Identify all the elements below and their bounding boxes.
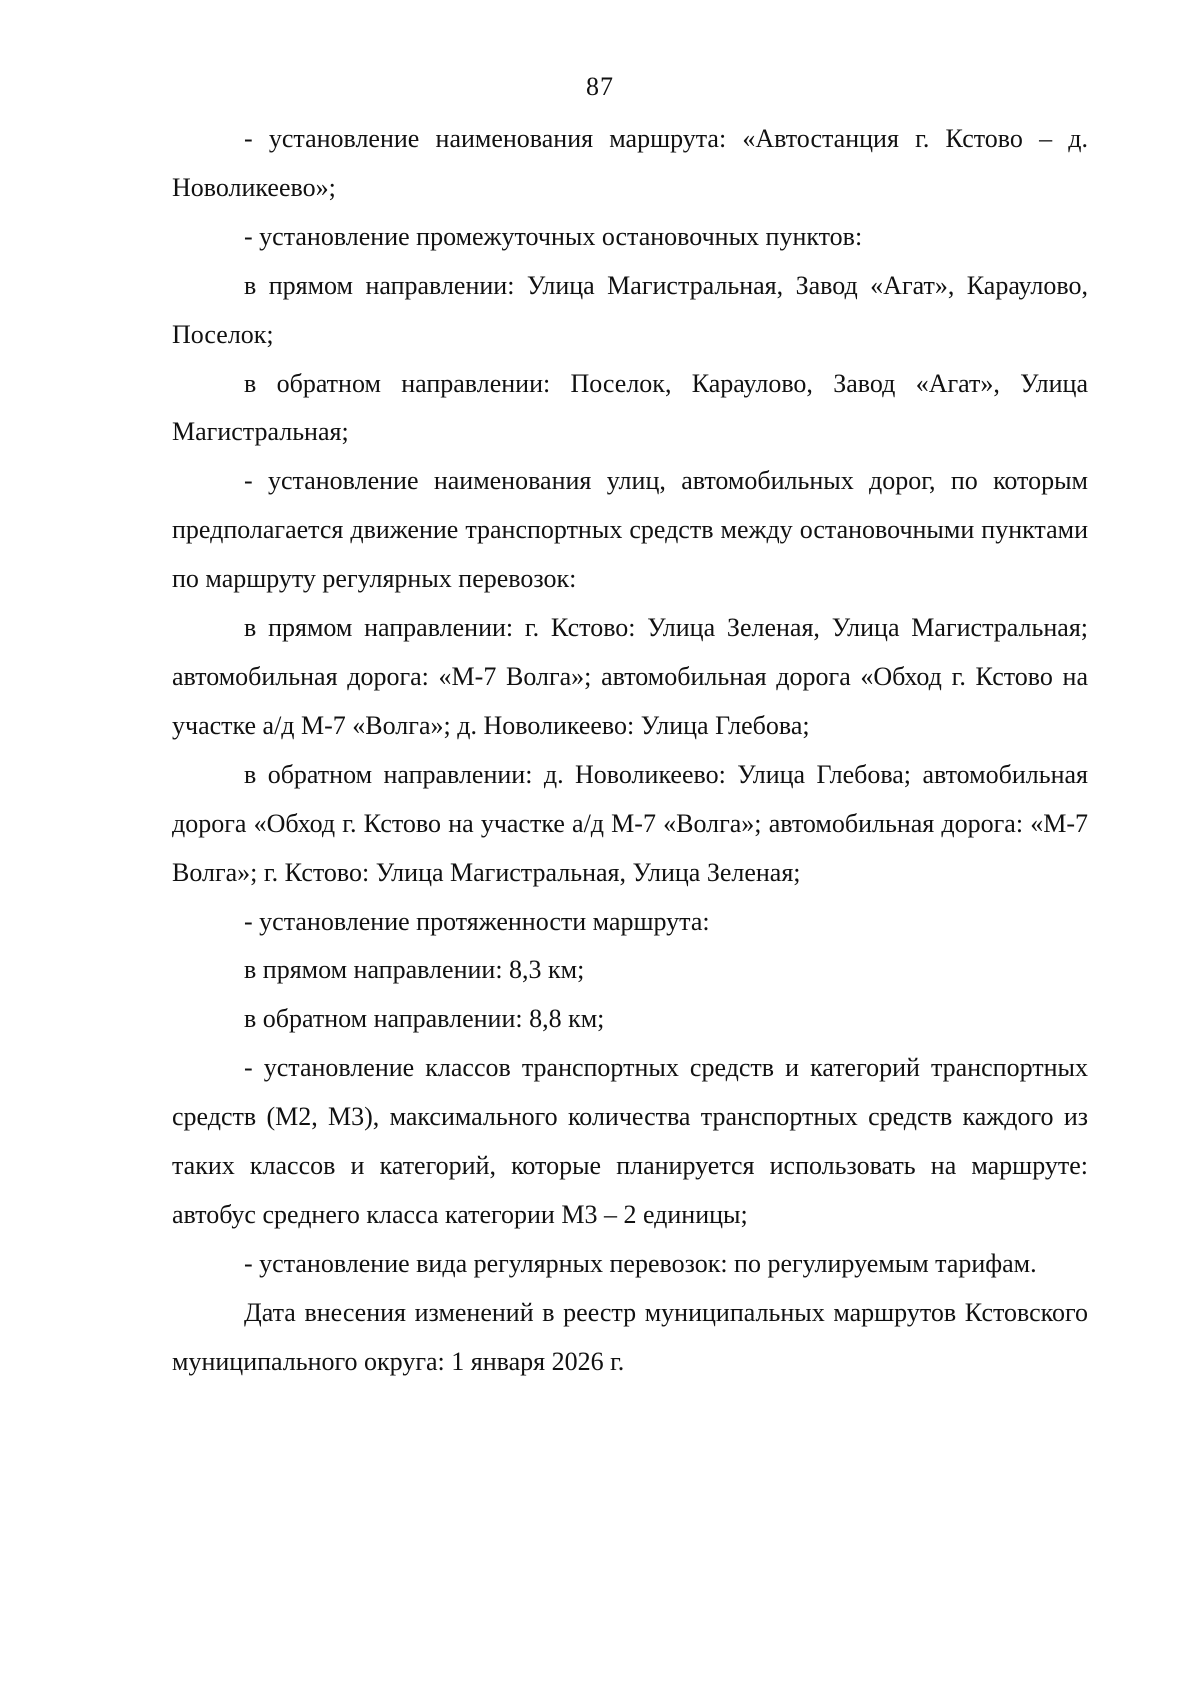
page-number: 87 <box>586 72 614 101</box>
paragraph-reverse-stops: в обратном направлении: Поселок, Караулово, Завод «Агат», Улица Магистральная; <box>172 368 1088 447</box>
paragraph-forward-stops: в прямом направлении: Улица Магистральная, Завод «Агат», Караулово, Поселок; <box>172 270 1088 349</box>
paragraph-reverse-length: в обратном направлении: 8,8 км; <box>244 1004 605 1034</box>
paragraph-transport-type: - установление вида регулярных перевозок: по регулируемым тарифам. <box>244 1248 1037 1278</box>
paragraph-vehicle-classes: - установление классов транспортных средств и категорий транспортных средств (М2, М3), максимального количества транспортных средств каждого из таких классов и категорий, которые планируется использовать на маршруте: автобус среднего класса категории М3 – 2 единицы; <box>172 1053 1088 1229</box>
paragraph-route-name: - установление наименования маршрута: «Автостанция г. Кстово – д. Новоликеево»; <box>172 124 1088 202</box>
paragraph-reverse-roads: в обратном направлении: д. Новоликеево: Улица Глебова; автомобильная дорога «Обход г. Кстово на участке а/д М-7 «Волга»; автомобильная дорога: «М-7 Волга»; г. Кстово: Улица Магистральная, Улица Зеленая; <box>172 759 1088 887</box>
paragraph-forward-length: в прямом направлении: 8,3 км; <box>244 955 585 985</box>
paragraph-forward-roads: в прямом направлении: г. Кстово: Улица Зеленая, Улица Магистральная; автомобильная дорога: «М-7 Волга»; автомобильная дорога «Обход г. Кстово на участке а/д М-7 «Волга»; д. Новоликеево: Улица Глебова; <box>172 613 1088 740</box>
paragraph-streets-roads: - установление наименования улиц, автомобильных дорог, по которым предполагается движение транспортных средств между остановочными пунктами по маршруту регулярных перевозок: <box>172 466 1088 594</box>
document-body <box>172 115 1088 1387</box>
paragraph-registry-date: Дата внесения изменений в реестр муниципальных маршрутов Кстовского муниципального округа: 1 января 2026 г. <box>172 1297 1088 1376</box>
paragraph-intermediate-stops: - установление промежуточных остановочных пунктов: <box>244 221 863 251</box>
paragraph-route-length: - установление протяженности маршрута: <box>244 906 710 936</box>
